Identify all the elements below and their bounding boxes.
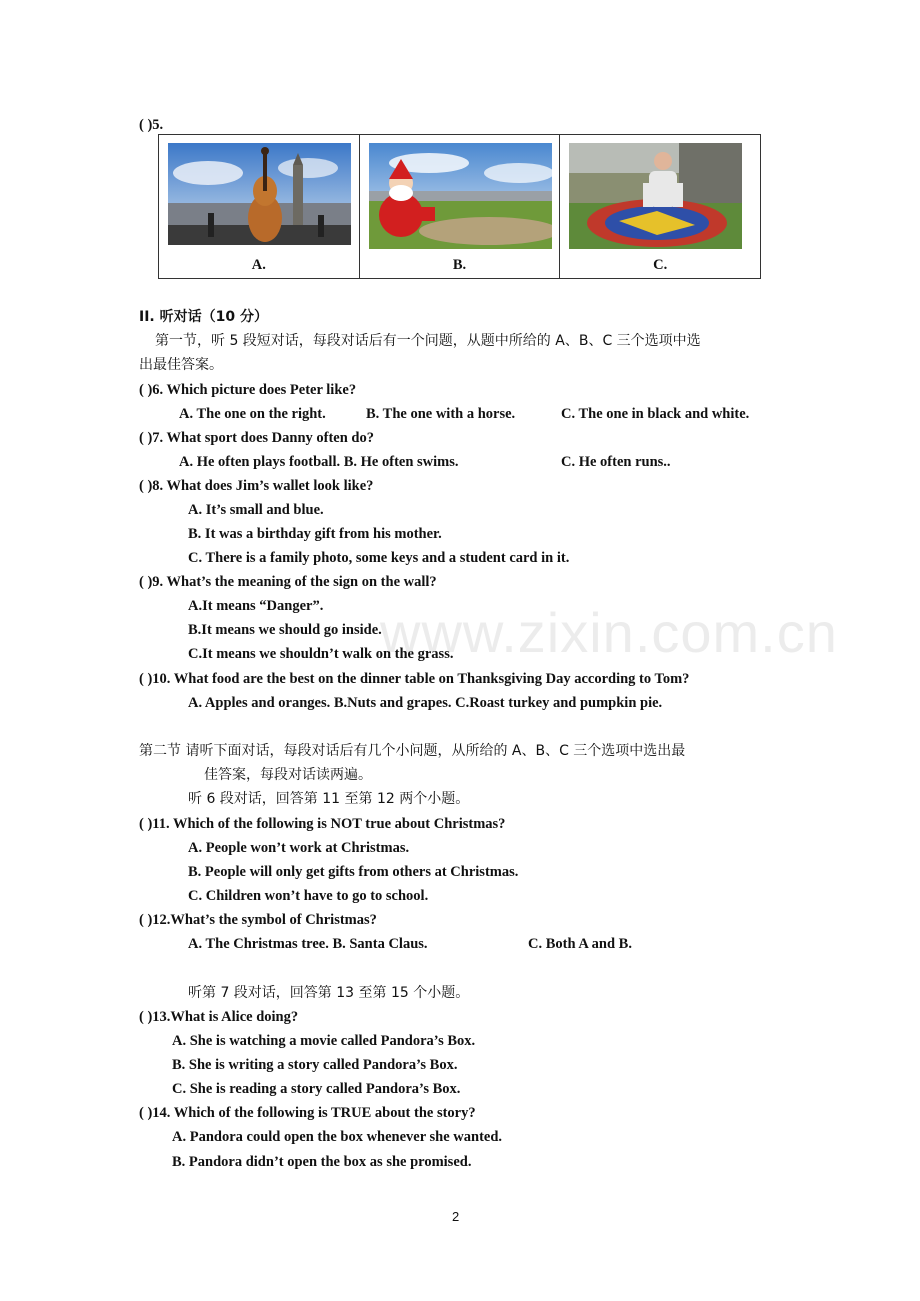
- q7-option-ab[interactable]: A. He often plays football. B. He often swims.: [179, 454, 459, 470]
- q7-option-c[interactable]: C. He often runs..: [561, 454, 671, 470]
- section-2-title: II. 听对话（10 分）: [139, 309, 268, 325]
- q6-stem: ( )6. Which picture does Peter like?: [139, 382, 357, 398]
- picture-option-b[interactable]: [360, 135, 561, 278]
- option-a-label: A.: [251, 257, 266, 273]
- q8-option-a[interactable]: A. It’s small and blue.: [188, 502, 324, 518]
- part2-intro-line1: 第二节 请听下面对话，每段对话后有几个小问题，从所给的 A、B、C 三个选项中选出最: [139, 743, 686, 759]
- q12-stem: ( )12.What’s the symbol of Christmas?: [139, 912, 377, 928]
- q9-stem: ( )9. What’s the meaning of the sign on the wall?: [139, 574, 437, 590]
- q11-stem: ( )11. Which of the following is NOT true about Christmas?: [139, 816, 506, 832]
- question-5-stem: ( )5.: [139, 117, 164, 133]
- q9-option-a[interactable]: A.It means “Danger”.: [188, 598, 324, 614]
- q9-option-c[interactable]: C.It means we shouldn’t walk on the grass.: [188, 646, 454, 662]
- q14-option-a[interactable]: A. Pandora could open the box whenever she wanted.: [172, 1129, 503, 1145]
- option-c-label: C.: [653, 257, 668, 273]
- part2-intro-line2: 佳答案，每段对话读两遍。: [204, 767, 372, 783]
- option-b-label: B.: [452, 257, 467, 273]
- q13-option-c[interactable]: C. She is reading a story called Pandora’s Box.: [172, 1081, 461, 1097]
- part1-intro-line2: 出最佳答案。: [139, 357, 223, 373]
- q13-stem: ( )13.What is Alice doing?: [139, 1009, 299, 1025]
- q13-option-a[interactable]: A. She is watching a movie called Pandora’s Box.: [172, 1033, 476, 1049]
- picture-option-a[interactable]: [159, 135, 360, 278]
- q14-stem: ( )14. Which of the following is TRUE about the story?: [139, 1105, 476, 1121]
- part1-intro-line1: 第一节，听 5 段短对话，每段对话后有一个问题，从题中所给的 A、B、C 三个选项中选: [155, 333, 701, 349]
- q12-option-ab[interactable]: A. The Christmas tree. B. Santa Claus.: [188, 936, 428, 952]
- q11-option-c[interactable]: C. Children won’t have to go to school.: [188, 888, 429, 904]
- question-5-picture-table: [158, 134, 761, 279]
- q12-option-c[interactable]: C. Both A and B.: [528, 936, 632, 952]
- page-number: 2: [452, 1209, 460, 1224]
- q14-option-b[interactable]: B. Pandora didn’t open the box as she promised.: [172, 1154, 472, 1170]
- q6-option-b[interactable]: B. The one with a horse.: [366, 406, 516, 422]
- q8-stem: ( )8. What does Jim’s wallet look like?: [139, 478, 374, 494]
- q10-options[interactable]: A. Apples and oranges. B.Nuts and grapes. C.Roast turkey and pumpkin pie.: [188, 695, 663, 711]
- dialog-6-instruction: 听 6 段对话，回答第 11 至第 12 两个小题。: [188, 791, 470, 807]
- q11-option-b[interactable]: B. People will only get gifts from others at Christmas.: [188, 864, 519, 880]
- q7-stem: ( )7. What sport does Danny often do?: [139, 430, 374, 446]
- q9-option-b[interactable]: B.It means we should go inside.: [188, 622, 382, 638]
- santa-statue-image: [369, 143, 552, 249]
- q6-option-a[interactable]: A. The one on the right.: [179, 406, 326, 422]
- q10-stem: ( )10. What food are the best on the dinner table on Thanksgiving Day according to Tom?: [139, 671, 690, 687]
- q8-option-c[interactable]: C. There is a family photo, some keys and a student card in it.: [188, 550, 570, 566]
- picture-option-c[interactable]: [560, 135, 760, 278]
- q8-option-b[interactable]: B. It was a birthday gift from his mother.: [188, 526, 442, 542]
- man-with-quilt-image: [569, 143, 742, 249]
- q11-option-a[interactable]: A. People won’t work at Christmas.: [188, 840, 410, 856]
- watermark: www.zixin.com.cn: [380, 601, 838, 664]
- dialog-7-instruction: 听第 7 段对话，回答第 13 至第 15 个小题。: [188, 985, 470, 1001]
- q6-option-c[interactable]: C. The one in black and white.: [561, 406, 750, 422]
- violin-london-image: [168, 143, 351, 245]
- q13-option-b[interactable]: B. She is writing a story called Pandora’s Box.: [172, 1057, 458, 1073]
